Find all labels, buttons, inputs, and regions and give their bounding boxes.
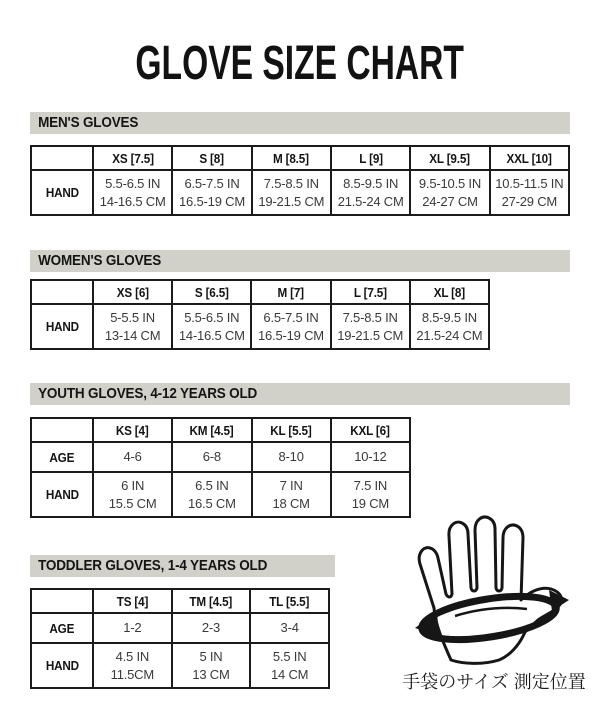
size-column-header: TM [4.5] (172, 589, 251, 613)
size-cell: 7.5-8.5 IN 19-21.5 CM (331, 304, 410, 349)
corner-cell (31, 418, 93, 442)
size-cell: 2-3 (172, 613, 251, 643)
table-row (31, 170, 569, 215)
size-column-header: XS [6] (93, 280, 172, 304)
size-column-header: KXL [6] (331, 418, 410, 442)
size-cell: 10.5-11.5 IN 27-29 CM (490, 170, 569, 215)
row-label: AGE (31, 613, 93, 643)
size-cell: 6.5 IN 16.5 CM (172, 472, 251, 517)
section-heading-bar-mens (30, 112, 570, 134)
section-heading-bar-toddler (30, 555, 335, 577)
row-label: HAND (31, 304, 93, 349)
section-heading-womens: WOMEN'S GLOVES (38, 252, 162, 269)
size-column-header: L [9] (331, 146, 410, 170)
section-heading-bar-youth (30, 383, 570, 405)
youth-size-table (30, 417, 411, 518)
section-heading-toddler: TODDLER GLOVES, 1-4 YEARS OLD (38, 557, 268, 574)
size-cell: 5.5-6.5 IN 14-16.5 CM (93, 170, 172, 215)
size-column-header: TL [5.5] (250, 589, 329, 613)
table-row (31, 442, 410, 472)
size-cell: 7.5-8.5 IN 19-21.5 CM (252, 170, 331, 215)
size-cell: 9.5-10.5 IN 24-27 CM (410, 170, 489, 215)
size-cell: 7 IN 18 CM (252, 472, 331, 517)
size-cell: 6-8 (172, 442, 251, 472)
size-cell: 1-2 (93, 613, 172, 643)
size-cell: 6.5-7.5 IN 16.5-19 CM (251, 304, 330, 349)
size-column-header: KL [5.5] (252, 418, 331, 442)
size-column-header: KM [4.5] (172, 418, 251, 442)
size-cell: 5.5-6.5 IN 14-16.5 CM (172, 304, 251, 349)
size-cell: 4.5 IN 11.5CM (93, 643, 172, 688)
table-row (31, 613, 329, 643)
womens-size-table (30, 279, 490, 350)
page-title: GLOVE SIZE CHART (135, 37, 465, 90)
size-column-header: M [7] (251, 280, 330, 304)
table-row (31, 643, 329, 688)
size-cell: 6.5-7.5 IN 16.5-19 CM (172, 170, 251, 215)
row-label: HAND (31, 472, 93, 517)
size-column-header: L [7.5] (331, 280, 410, 304)
mens-size-table (30, 145, 570, 216)
size-column-header: XL [9.5] (410, 146, 489, 170)
corner-cell (31, 589, 93, 613)
size-cell: 7.5 IN 19 CM (331, 472, 410, 517)
size-cell: 8.5-9.5 IN 21.5-24 CM (410, 304, 489, 349)
size-cell: 5 IN 13 CM (172, 643, 251, 688)
row-label: HAND (31, 170, 93, 215)
measurement-caption: 手袋のサイズ 測定位置 (402, 672, 586, 692)
size-column-header: S [8] (172, 146, 251, 170)
size-cell: 8-10 (252, 442, 331, 472)
toddler-size-table (30, 588, 330, 689)
table-row (31, 472, 410, 517)
corner-cell (31, 146, 93, 170)
size-column-header: XXL [10] (490, 146, 569, 170)
size-column-header: KS [4] (93, 418, 172, 442)
section-heading-youth: YOUTH GLOVES, 4-12 YEARS OLD (38, 385, 258, 402)
section-heading-mens: MEN'S GLOVES (38, 114, 139, 131)
table-row (31, 304, 489, 349)
size-column-header: S [6.5] (172, 280, 251, 304)
size-cell: 6 IN 15.5 CM (93, 472, 172, 517)
size-cell: 3-4 (250, 613, 329, 643)
size-cell: 5.5 IN 14 CM (250, 643, 329, 688)
section-heading-bar-womens (30, 250, 570, 272)
size-cell: 4-6 (93, 442, 172, 472)
size-cell: 8.5-9.5 IN 21.5-24 CM (331, 170, 410, 215)
size-column-header: M [8.5] (252, 146, 331, 170)
size-column-header: XS [7.5] (93, 146, 172, 170)
hand-measurement-icon (402, 512, 588, 666)
size-cell: 10-12 (331, 442, 410, 472)
corner-cell (31, 280, 93, 304)
row-label: HAND (31, 643, 93, 688)
size-column-header: TS [4] (93, 589, 172, 613)
size-column-header: XL [8] (410, 280, 489, 304)
size-cell: 5-5.5 IN 13-14 CM (93, 304, 172, 349)
row-label: AGE (31, 442, 93, 472)
